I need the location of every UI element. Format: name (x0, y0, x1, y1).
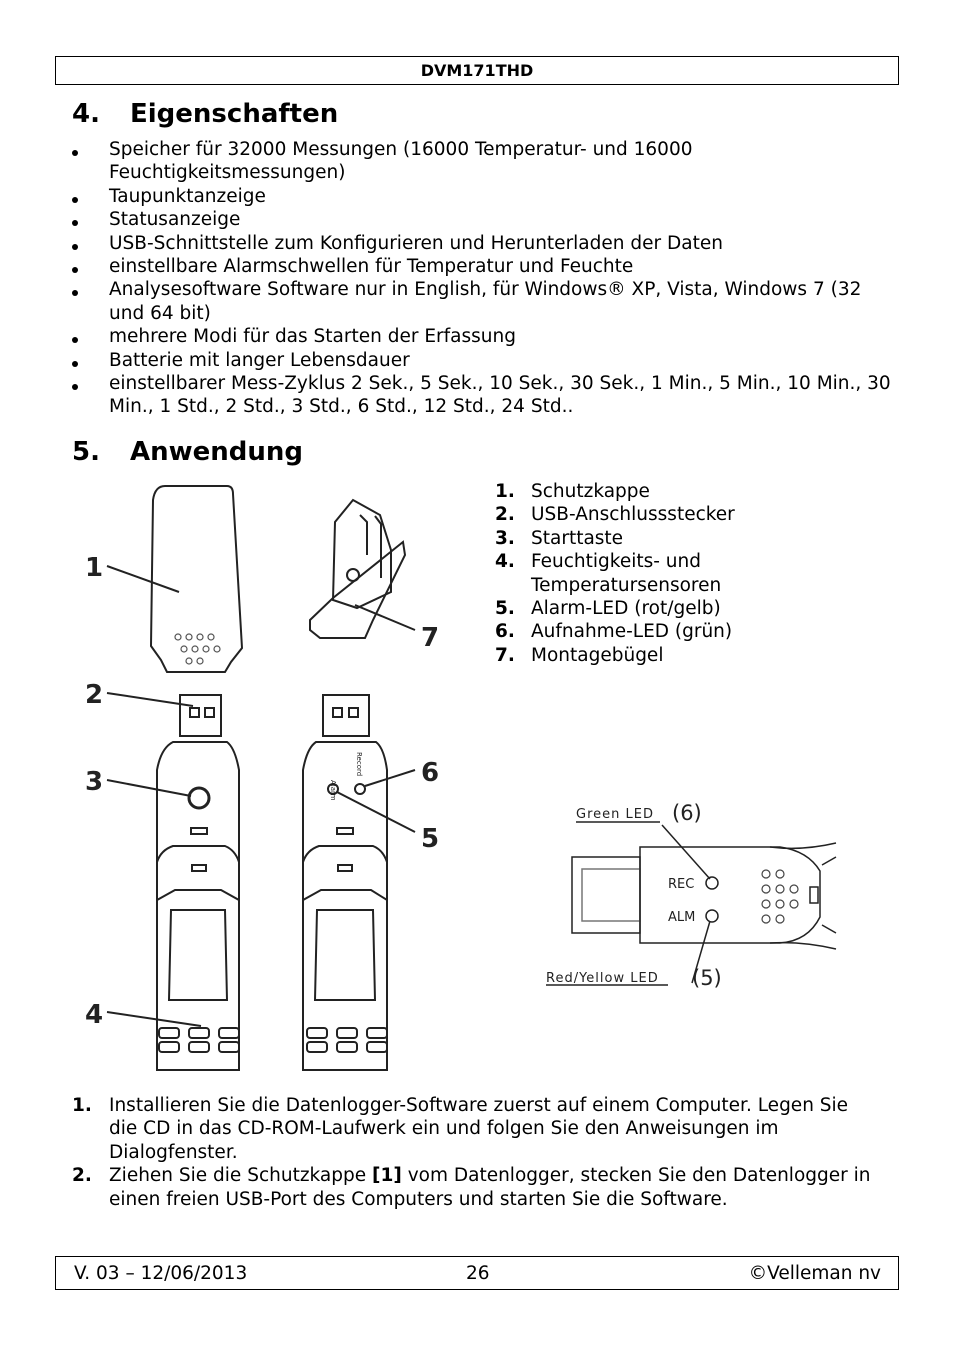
body-slot (338, 865, 352, 871)
section-title: Eigenschaften (130, 99, 339, 129)
sensor-slot (307, 1028, 327, 1038)
list-item (495, 597, 795, 620)
section-4-heading (72, 99, 338, 129)
page-footer (55, 1256, 899, 1290)
item-label: Aufnahme-LED (grün) (531, 621, 733, 643)
record-label: Record (355, 752, 363, 777)
item-label: Montagebügel (531, 644, 664, 666)
page-header (55, 56, 899, 85)
item-number: 6. (495, 621, 515, 643)
start-button (189, 788, 209, 808)
body-panel (315, 910, 375, 1000)
led-diagram (540, 795, 840, 995)
list-item: einstellbarer Mess-Zyklus 2 Sek., 5 Sek., 10 Sek., 30 Sek., 1 Min., 5 Min., 10 Min., 30 Min., 1 Std., 2 Std., 3 Std., 6 Std., 12 Std., 24 Std.. (72, 372, 892, 419)
callout-6: 6 (421, 758, 440, 788)
section-number: 4. (72, 99, 100, 129)
step-number: 1. (72, 1095, 92, 1116)
section-5-heading (72, 437, 303, 467)
step-text: Installieren Sie die Datenlogger-Software zuerst auf einem Computer. Legen Sie die CD in das CD-ROM-Laufwerk ein und folgen Sie den Anweisungen im Dialogfenster. (109, 1095, 849, 1163)
list-item: Speicher für 32000 Messungen (16000 Temperatur- und 16000 Feuchtigkeitsmessungen) (72, 138, 892, 185)
list-item (495, 644, 795, 667)
item-number: 4. (495, 551, 515, 573)
item-number: 3. (495, 527, 515, 549)
version-date: V. 03 – 12/06/2013 (74, 1263, 248, 1284)
feature-list (72, 138, 892, 419)
body-edges (770, 843, 836, 949)
callout-4: 4 (85, 1000, 104, 1030)
body-edges (822, 857, 836, 933)
list-item (495, 620, 795, 643)
callout-1: 1 (85, 553, 104, 583)
page-number: 26 (466, 1263, 490, 1284)
item-label: USB-Anschlussstecker (531, 504, 735, 526)
sensor-slot (159, 1042, 179, 1052)
sensor-slot (337, 1042, 357, 1052)
sensor-slot (189, 1028, 209, 1038)
list-item (495, 550, 795, 597)
alm-label: ALM (668, 910, 696, 925)
led-device-body (640, 847, 820, 943)
body-band (303, 846, 387, 900)
sensor-slot (367, 1042, 387, 1052)
list-item (72, 1094, 872, 1164)
copyright: ©Velleman nv (748, 1263, 881, 1284)
list-item: Statusanzeige (72, 208, 892, 231)
list-item: Analysesoftware Software nur in English, für Windows® XP, Vista, Windows 7 (32 und 64 bit) (72, 278, 892, 325)
list-item (495, 527, 795, 550)
leader-lines (107, 566, 415, 1026)
item-label: Starttaste (531, 527, 624, 549)
body-band (157, 846, 239, 900)
sensor-slot (337, 1028, 357, 1038)
usb-slot (349, 708, 358, 717)
red-led-number: (5) (692, 966, 722, 990)
item-number: 5. (495, 598, 515, 620)
model-name: DVM171THD (420, 61, 534, 80)
usb-plug-right (323, 695, 369, 736)
sensor-slot (159, 1028, 179, 1038)
body-slot (191, 828, 207, 834)
list-item: einstellbare Alarmschwellen für Temperatur und Feuchte (72, 255, 892, 278)
callout-2: 2 (85, 680, 104, 710)
step-text: vom Datenlogger, stecken Sie den Datenlogger in einen freien USB-Port des Computers und starten Sie die Software. (109, 1165, 871, 1210)
usb-slot (190, 708, 199, 717)
steps-list (72, 1094, 872, 1211)
alarm-label: Alarm (329, 780, 337, 801)
cap-shape (151, 486, 242, 672)
record-led (355, 784, 365, 794)
sensor-holes (762, 870, 798, 923)
callout-7: 7 (421, 623, 440, 653)
list-item: Batterie mit langer Lebensdauer (72, 349, 892, 372)
step-text: Ziehen Sie die Schutzkappe (109, 1165, 373, 1187)
body-slot (337, 828, 353, 834)
rec-led (706, 877, 718, 889)
item-number: 2. (495, 504, 515, 526)
item-label: Alarm-LED (rot/gelb) (531, 598, 721, 620)
device-diagram (75, 480, 455, 1075)
sensor-slot (219, 1042, 239, 1052)
leader-green (662, 825, 710, 879)
list-item: USB-Schnittstelle zum Konfigurieren und Herunterladen der Daten (72, 232, 892, 255)
usb-plug-inner (582, 869, 640, 921)
usb-slot (205, 708, 214, 717)
list-item (495, 480, 795, 503)
sensor-slot (307, 1042, 327, 1052)
cap-holes (175, 634, 220, 664)
body-panel (169, 910, 227, 1000)
list-item: Taupunktanzeige (72, 185, 892, 208)
body-slot (810, 887, 818, 903)
item-number: 1. (495, 481, 515, 502)
green-led-number: (6) (672, 801, 702, 825)
sensor-slot (219, 1028, 239, 1038)
usb-slot (333, 708, 342, 717)
parts-list (495, 480, 795, 667)
list-item (72, 1164, 872, 1211)
callout-3: 3 (85, 767, 104, 797)
list-item (495, 503, 795, 526)
item-label: Schutzkappe (531, 481, 650, 502)
body-slot (192, 865, 206, 871)
device-body-right (303, 742, 387, 1070)
sensor-slot (189, 1042, 209, 1052)
red-led-label: Red/Yellow LED (546, 971, 659, 986)
list-item: mehrere Modi für das Starten der Erfassung (72, 325, 892, 348)
part-reference: [1] (372, 1165, 402, 1187)
sensor-slot (367, 1028, 387, 1038)
alm-led (706, 910, 718, 922)
step-number: 2. (72, 1165, 92, 1187)
rec-label: REC (668, 877, 695, 892)
section-number: 5. (72, 437, 100, 467)
green-led-label: Green LED (576, 807, 654, 822)
callout-5: 5 (421, 824, 440, 854)
section-title: Anwendung (130, 437, 304, 467)
item-label: Feuchtigkeits- und Temperatursensoren (531, 551, 722, 596)
item-number: 7. (495, 644, 515, 666)
